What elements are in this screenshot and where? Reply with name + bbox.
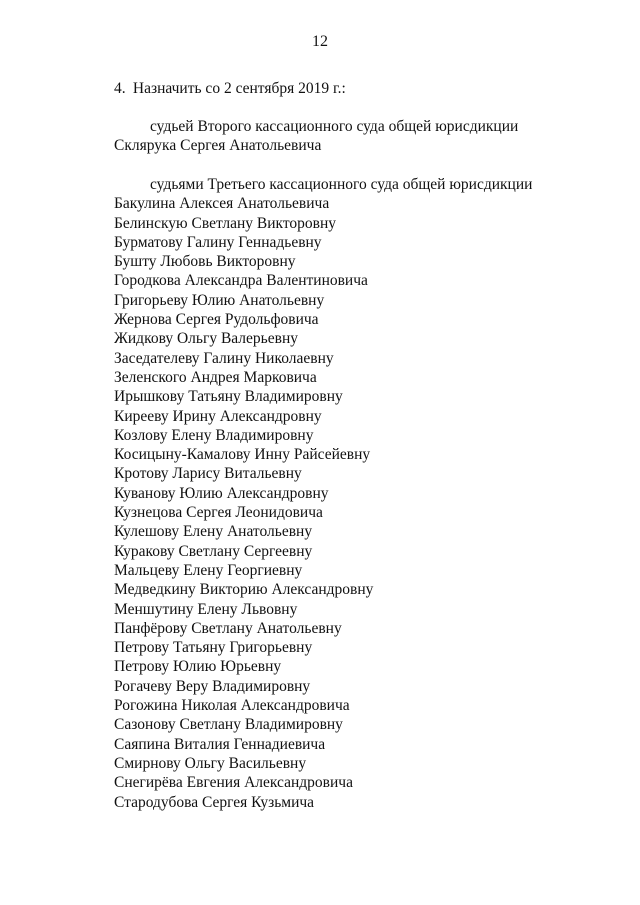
person-name: Бушту Любовь Викторовну (114, 253, 296, 271)
person-name: Кузнецова Сергея Леонидовича (114, 504, 323, 522)
section-heading: судьей Второго кассационного суда общей юрисдикции (150, 118, 519, 135)
person-name: Кулешову Елену Анатольевну (114, 523, 313, 541)
person-name: Городкова Александра Валентиновича (114, 272, 368, 290)
person-name: Петрову Татьяну Григорьевну (114, 639, 313, 657)
person-name: Куванову Юлию Александровну (114, 484, 329, 502)
person-name: Медведкину Викторию Александровну (114, 581, 374, 599)
section-third-cassation-court (114, 175, 532, 812)
person-name: Стародубова Сергея Кузьмича (114, 793, 315, 811)
person-name: Кирееву Ирину Александровну (114, 407, 322, 425)
person-name: Смирнову Ольгу Васильевну (114, 754, 307, 772)
item-text: Назначить со 2 сентября 2019 г.: (132, 80, 346, 97)
person-name: Рогачеву Веру Владимировну (114, 677, 311, 695)
person-name: Меншутину Елену Львовну (114, 600, 298, 618)
person-name: Петрову Юлию Юрьевну (114, 658, 282, 676)
person-name: Григорьеву Юлию Анатольевну (114, 291, 325, 309)
name-list (114, 194, 532, 812)
person-name: Белинскую Светлану Викторовну (114, 214, 337, 232)
person-name: Куракову Светлану Сергеевну (114, 542, 313, 560)
person-name: Ирышкову Татьяну Владимировну (114, 388, 343, 406)
person-name: Склярука Сергея Анатольевича (114, 137, 322, 155)
person-name: Саяпина Виталия Геннадиевича (114, 735, 326, 753)
person-name: Кротову Ларису Витальевну (114, 465, 302, 483)
person-name: Жидкову Ольгу Валерьевну (114, 330, 298, 348)
section-heading: судьями Третьего кассационного суда общей юрисдикции (150, 176, 533, 193)
person-name: Заседателеву Галину Николаевну (114, 349, 334, 367)
section-second-cassation-court (114, 117, 518, 156)
page-number: 12 (312, 33, 328, 50)
person-name: Мальцеву Елену Георгиевну (114, 561, 303, 579)
person-name: Козлову Елену Владимировну (114, 426, 314, 444)
person-name: Косицыну-Камалову Инну Райсейевну (114, 446, 371, 464)
person-name: Рогожина Николая Александровича (114, 697, 350, 715)
person-name: Бурматову Галину Геннадьевну (114, 233, 322, 251)
person-name: Панфёрову Светлану Анатольевну (114, 619, 342, 637)
person-name: Снегирёва Евгения Александровича (114, 774, 353, 792)
item-heading (114, 79, 346, 98)
person-name: Бакулина Алексея Анатольевича (114, 195, 330, 213)
person-name: Сазонову Светлану Владимировну (114, 716, 343, 734)
person-name: Жернова Сергея Рудольфовича (114, 311, 319, 329)
name-list (114, 136, 518, 155)
person-name: Зеленского Андрея Марковича (114, 368, 317, 386)
item-number: 4. (114, 80, 126, 97)
